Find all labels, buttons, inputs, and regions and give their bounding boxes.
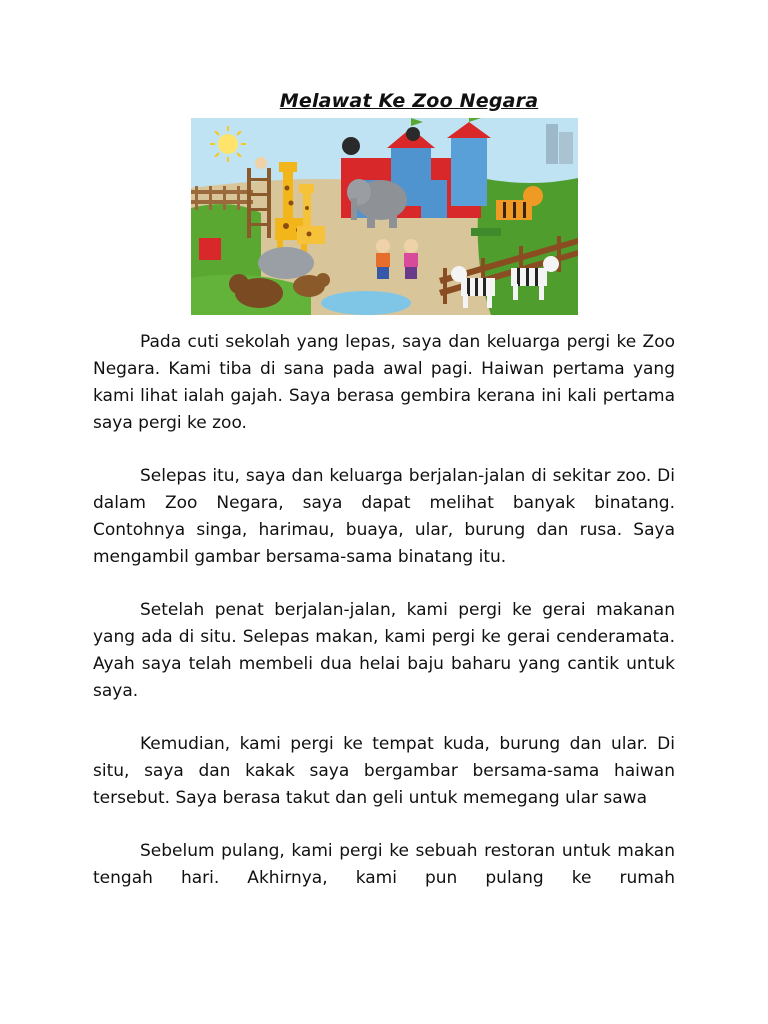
city-building [546, 124, 558, 164]
crocodile [471, 228, 501, 236]
zoo-tower [451, 136, 487, 206]
zoo-illustration [191, 118, 578, 315]
sun-icon [218, 134, 238, 154]
city-building [559, 132, 573, 164]
page-title [0, 90, 768, 112]
rhino [258, 247, 314, 279]
paragraph-2: Selepas itu, saya dan keluarga berjalan-jalan di sekitar zoo. Di dalam Zoo Negara, saya dapat melihat banyak binatang. Contohnya singa, harimau, buaya, ular, burung dan rusa. Saya mengambil gambar bersama-sama binatang itu. [93, 466, 675, 567]
monkey [406, 127, 420, 141]
zoo-illustration-svg [191, 118, 578, 315]
child-figure [404, 239, 418, 279]
zookeeper-head [255, 157, 267, 169]
shelter [199, 238, 221, 260]
page-title-text: Melawat Ke Zoo Negara [279, 90, 539, 112]
paragraph-3: Setelah penat berjalan-jalan, kami pergi ke gerai makanan yang ada di situ. Selepas makan, kami pergi ke gerai cenderamata. Ayah saya telah membeli dua helai baju baharu yang cantik untuk saya. [93, 600, 675, 701]
paragraph-1: Pada cuti sekolah yang lepas, saya dan keluarga pergi ke Zoo Negara. Kami tiba di sana pada awal pagi. Haiwan pertama yang kami lihat ialah gajah. Saya berasa gembira kerana ini kali pertama saya pergi ke zoo. [93, 332, 675, 433]
paragraph-5: Sebelum pulang, kami pergi ke sebuah restoran untuk makan tengah hari. Akhirnya, kami pun pulang ke rumah [93, 841, 675, 888]
child-figure [376, 239, 390, 279]
paragraph-4: Kemudian, kami pergi ke tempat kuda, burung dan ular. Di situ, saya dan kakak saya bergambar bersama-sama haiwan tersebut. Saya berasa takut dan geli untuk memegang ular sawa [93, 734, 675, 808]
pond [321, 291, 411, 315]
gorilla [342, 137, 360, 155]
essay-body [93, 329, 675, 918]
